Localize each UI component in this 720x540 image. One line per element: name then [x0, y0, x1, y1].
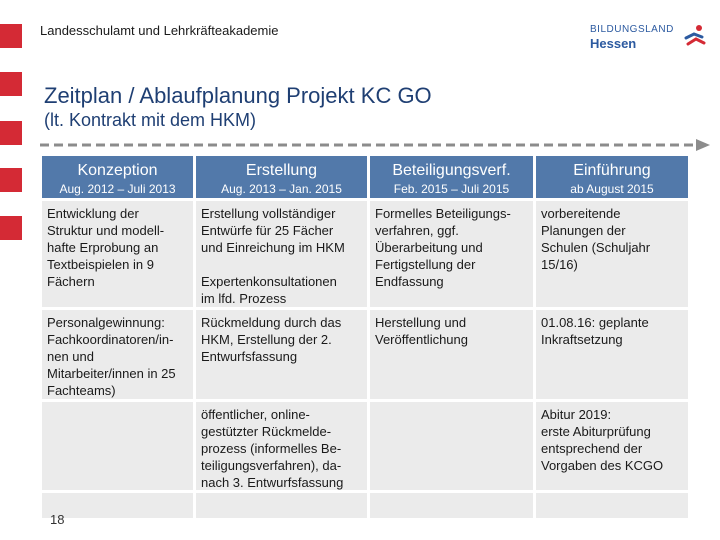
decor-red-bar [0, 121, 22, 145]
table-cell [370, 493, 533, 518]
decor-red-bar [0, 72, 22, 96]
table-cell [42, 402, 193, 490]
timeline-arrow-icon [40, 138, 710, 152]
logo-top-text: BILDUNGSLAND [590, 24, 674, 35]
page-title: Zeitplan / Ablaufplanung Projekt KC GO [44, 83, 432, 108]
table-cell: Herstellung und Veröffentlichung [370, 310, 533, 399]
table-cell [370, 402, 533, 490]
logo-bottom-text: Hessen [590, 36, 637, 51]
logo-bildungsland-hessen [590, 24, 710, 54]
organization-name: Landesschulamt und Lehrkräfteakademie [40, 23, 279, 38]
page-subtitle: (lt. Kontrakt mit dem HKM) [44, 110, 257, 130]
column-header-konzeption: Konzeption Aug. 2012 – Juli 2013 [42, 156, 193, 198]
decor-red-bar [0, 24, 22, 48]
column-header-einfuehrung: Einführung ab August 2015 [536, 156, 688, 198]
table-cell: Personalgewinnung: Fachkoordinatoren/in- nen und Mitarbeiter/innen in 25 Fachteams) [42, 310, 193, 399]
decor-red-bar [0, 168, 22, 192]
table-cell [196, 493, 367, 518]
table-cell: vorbereitende Planungen der Schulen (Schuljahr 15/16) [536, 201, 688, 307]
table-cell: Rückmeldung durch das HKM, Erstellung der 2. Entwurfsfassung [196, 310, 367, 399]
table-cell: öffentlicher, online- gestützter Rückmelde- prozess (informelles Be- teiligungsverfahren), da- nach 3. Entwurfsfassung [196, 402, 367, 490]
decor-red-bar [0, 216, 22, 240]
column-header-erstellung: Erstellung Aug. 2013 – Jan. 2015 [196, 156, 367, 198]
table-cell [42, 493, 193, 518]
page-number: 18 [50, 512, 65, 527]
table-cell [536, 493, 688, 518]
table-cell: Erstellung vollständiger Entwürfe für 25 Fächer und Einreichung im HKM Expertenkonsultationen im lfd. Prozess [196, 201, 367, 307]
table-cell: Formelles Beteiligungs- verfahren, ggf. Überarbeitung und Fertigstellung der Endfassung [370, 201, 533, 307]
column-header-beteiligung: Beteiligungsverf. Feb. 2015 – Juli 2015 [370, 156, 533, 198]
table-cell: Abitur 2019: erste Abiturprüfung entsprechend der Vorgaben des KCGO [536, 402, 688, 490]
table-cell: Entwicklung der Struktur und modell- hafte Erprobung an Textbeispielen in 9 Fächern [42, 201, 193, 307]
table-cell: 01.08.16: geplante Inkraftsetzung [536, 310, 688, 399]
runner-icon [684, 24, 706, 48]
